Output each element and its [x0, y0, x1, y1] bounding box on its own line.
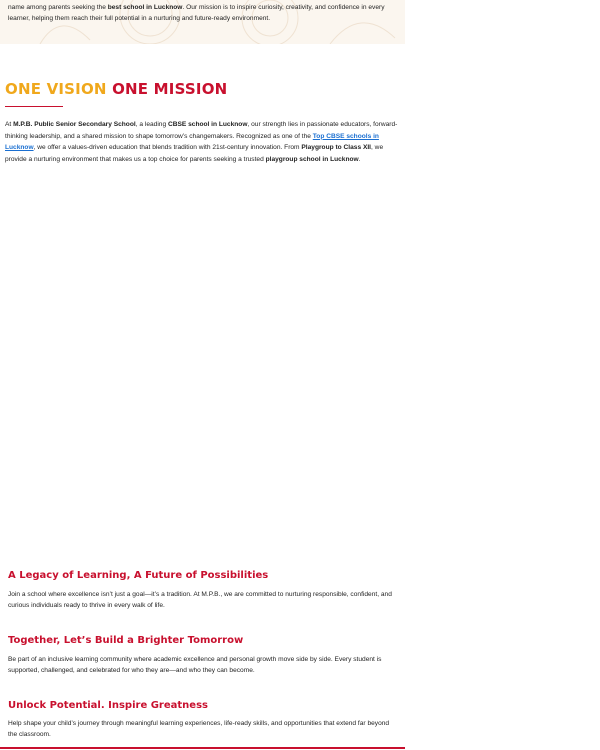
- intro-paragraph: name among parents seeking the best school in Lucknow. Our mission is to inspire curiosity, creativity, and confidence in every learner, helping them reach their full potential in a nurturing and future-ready environment.: [8, 4, 385, 23]
- unlock-paragraph: Help shape your child’s journey through meaningful learning experiences, life-ready skills, and opportunities that extend far beyond the classroom.: [8, 720, 390, 739]
- legacy-heading: A Legacy of Learning, A Future of Possibilities: [8, 570, 269, 581]
- legacy-paragraph: Join a school where excellence isn’t just a goal—it’s a tradition. At M.P.B., we are committed to nurturing responsible, confident, and curious individuals ready to thrive in every walk of life.: [8, 591, 392, 610]
- intro-band: [0, 0, 405, 44]
- footer-divider: [0, 747, 405, 749]
- top-cbse-schools-link[interactable]: Top CBSE schools in Lucknow: [5, 132, 379, 152]
- together-heading: Together, Let’s Build a Brighter Tomorrow: [8, 635, 244, 646]
- heading-underline: [5, 106, 63, 107]
- vision-heading: ONE VISION ONE MISSION: [5, 80, 228, 98]
- together-paragraph: Be part of an inclusive learning community where academic excellence and personal growth move side by side. Every student is supported, challenged, and celebrated for who they are—and who they can become.: [8, 656, 382, 675]
- about-paragraph: At M.P.B. Public Senior Secondary School, a leading CBSE school in Lucknow, our strength lies in passionate educators, forward-thinking leadership, and a shared mission to shape tomorrow’s changemakers. Recognized as one of the Top CBSE schools in Lucknow, we offer a values-driven education that blends tradition with 21st-century innovation. From Playgroup to Class XII, we provide a nurturing environment that makes us a top choice for parents seeking a trusted playgroup school in Lucknow.: [5, 121, 398, 163]
- unlock-heading: Unlock Potential. Inspire Greatness: [8, 700, 208, 711]
